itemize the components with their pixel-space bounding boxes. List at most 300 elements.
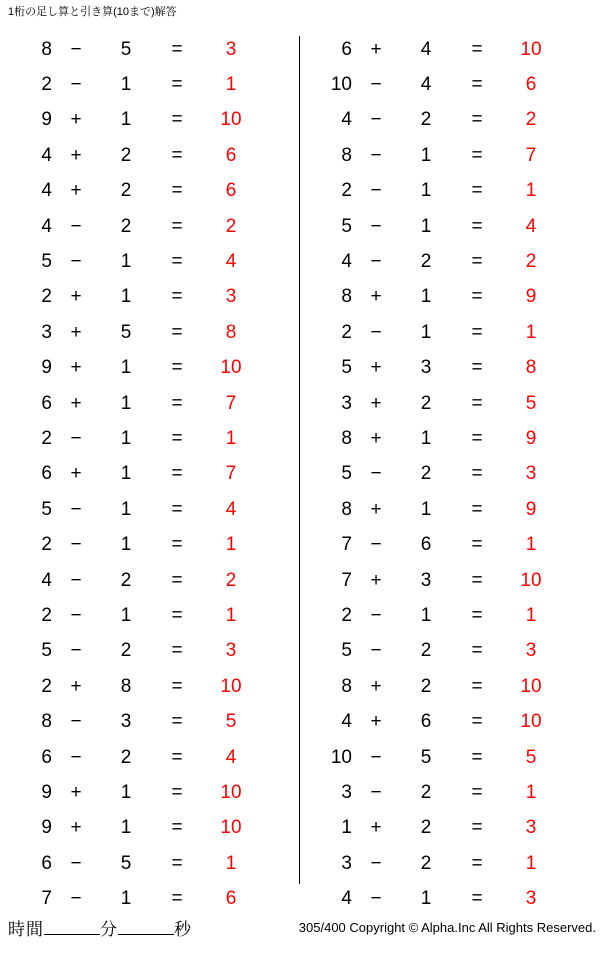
operand-left: 2 [41, 534, 52, 556]
operand-left: 3 [41, 321, 52, 343]
operator: − [370, 781, 382, 803]
operand-left: 4 [41, 569, 52, 591]
operand-left: 7 [341, 534, 352, 556]
answer-value[interactable]: 3 [525, 463, 537, 485]
operator: − [70, 640, 82, 662]
operand-right: 1 [120, 463, 132, 485]
operand-right: 1 [120, 286, 132, 308]
equals-sign: = [471, 215, 483, 237]
equals-sign: = [171, 498, 183, 520]
operand-left: 2 [41, 74, 52, 96]
equals-sign: = [171, 357, 183, 379]
answer-value[interactable]: 6 [525, 74, 537, 96]
answer-value[interactable]: 3 [525, 817, 537, 839]
operator: + [370, 675, 382, 697]
equals-sign: = [471, 498, 483, 520]
operand-right: 1 [120, 604, 132, 626]
equals-sign: = [471, 817, 483, 839]
operator: + [70, 675, 82, 697]
operand-left: 2 [41, 604, 52, 626]
equals-sign: = [171, 534, 183, 556]
operand-right: 1 [120, 817, 132, 839]
operand-right: 1 [120, 109, 132, 131]
operator: − [370, 534, 382, 556]
answer-value[interactable]: 9 [525, 498, 537, 520]
equals-sign: = [171, 321, 183, 343]
operand-right: 5 [420, 746, 432, 768]
time-prefix-label: 時間 [8, 920, 44, 939]
answer-value[interactable]: 10 [520, 38, 542, 60]
operand-left: 9 [41, 109, 52, 131]
operand-left: 8 [341, 144, 352, 166]
problem-row [300, 244, 600, 279]
operator: − [370, 144, 382, 166]
operator: − [70, 74, 82, 96]
answer-value[interactable]: 1 [525, 781, 537, 803]
time-minutes-label: 分 [100, 920, 118, 939]
answer-value[interactable]: 5 [525, 746, 537, 768]
operand-left: 5 [341, 215, 352, 237]
equals-sign: = [171, 286, 183, 308]
equals-sign: = [171, 251, 183, 273]
operand-right: 1 [120, 534, 132, 556]
equals-sign: = [171, 569, 183, 591]
answer-value[interactable]: 3 [225, 38, 237, 60]
operator: − [370, 74, 382, 96]
problem-row [300, 386, 600, 421]
equals-sign: = [171, 427, 183, 449]
operand-right: 2 [120, 144, 132, 166]
problem-row [0, 527, 300, 562]
left-column [0, 32, 300, 917]
problem-row [0, 846, 300, 881]
operand-left: 8 [341, 286, 352, 308]
problem-row [0, 174, 300, 209]
problem-row [0, 457, 300, 492]
operator: + [370, 357, 382, 379]
problem-row [300, 740, 600, 775]
operand-left: 5 [341, 357, 352, 379]
answer-value[interactable]: 3 [225, 640, 237, 662]
equals-sign: = [471, 604, 483, 626]
problem-row [300, 174, 600, 209]
operand-right: 4 [420, 38, 432, 60]
operand-right: 1 [120, 427, 132, 449]
problem-row [300, 598, 600, 633]
operand-left: 5 [41, 640, 52, 662]
answer-value[interactable]: 10 [220, 675, 242, 697]
answer-value[interactable]: 1 [225, 852, 237, 874]
operator: + [370, 427, 382, 449]
answer-value[interactable]: 2 [525, 109, 537, 131]
operand-right: 1 [120, 498, 132, 520]
equals-sign: = [171, 888, 183, 910]
operand-right: 1 [420, 144, 432, 166]
operator: − [70, 251, 82, 273]
operator: + [370, 498, 382, 520]
equals-sign: = [471, 286, 483, 308]
operand-right: 1 [420, 321, 432, 343]
equals-sign: = [471, 427, 483, 449]
operator: − [70, 604, 82, 626]
problem-row [0, 209, 300, 244]
equals-sign: = [171, 38, 183, 60]
operator: − [370, 215, 382, 237]
problem-row [300, 32, 600, 67]
operator: + [70, 357, 82, 379]
operator: + [70, 286, 82, 308]
operand-left: 7 [341, 569, 352, 591]
page-title: 1桁の足し算と引き算(10まで)解答 [8, 6, 177, 18]
operator: + [70, 321, 82, 343]
equals-sign: = [171, 675, 183, 697]
answer-value[interactable]: 1 [525, 180, 537, 202]
equals-sign: = [471, 711, 483, 733]
answer-value[interactable]: 8 [525, 357, 537, 379]
problem-row [0, 598, 300, 633]
equals-sign: = [471, 109, 483, 131]
time-minutes-blank[interactable] [44, 934, 100, 935]
operand-right: 1 [120, 888, 132, 910]
operand-left: 10 [330, 74, 352, 96]
answer-value[interactable]: 2 [225, 215, 237, 237]
page-footer [0, 915, 600, 956]
operand-left: 4 [41, 215, 52, 237]
operand-left: 2 [41, 675, 52, 697]
operand-left: 5 [341, 463, 352, 485]
operator: − [70, 498, 82, 520]
equals-sign: = [471, 357, 483, 379]
problem-row [0, 563, 300, 598]
answer-value[interactable]: 9 [525, 286, 537, 308]
operand-right: 2 [420, 852, 432, 874]
equals-sign: = [471, 463, 483, 485]
problem-row [300, 527, 600, 562]
problem-row [0, 280, 300, 315]
operand-right: 2 [420, 781, 432, 803]
answer-value[interactable]: 9 [525, 427, 537, 449]
operand-right: 5 [120, 38, 132, 60]
operand-right: 1 [420, 498, 432, 520]
equals-sign: = [171, 74, 183, 96]
operator: − [370, 888, 382, 910]
operand-left: 4 [341, 711, 352, 733]
operand-left: 2 [341, 321, 352, 343]
operand-left: 1 [341, 817, 352, 839]
operand-left: 8 [41, 38, 52, 60]
answer-value[interactable]: 3 [225, 286, 237, 308]
problem-row [300, 669, 600, 704]
answer-value[interactable]: 3 [525, 640, 537, 662]
operand-right: 1 [420, 888, 432, 910]
answer-value[interactable]: 1 [525, 852, 537, 874]
operand-right: 8 [120, 675, 132, 697]
operand-right: 2 [420, 251, 432, 273]
operator: − [70, 746, 82, 768]
operand-left: 2 [41, 286, 52, 308]
operand-right: 1 [420, 604, 432, 626]
operator: − [70, 427, 82, 449]
operator: + [70, 109, 82, 131]
operand-left: 8 [341, 498, 352, 520]
equals-sign: = [171, 604, 183, 626]
problem-row [0, 811, 300, 846]
problem-row [300, 881, 600, 916]
time-seconds-blank[interactable] [118, 934, 174, 935]
operand-right: 5 [120, 321, 132, 343]
problem-row [300, 421, 600, 456]
operand-left: 10 [330, 746, 352, 768]
operand-right: 2 [420, 675, 432, 697]
answer-value[interactable]: 6 [225, 144, 237, 166]
problem-row [0, 315, 300, 350]
equals-sign: = [171, 463, 183, 485]
operand-left: 5 [341, 640, 352, 662]
equals-sign: = [471, 888, 483, 910]
problem-row [300, 634, 600, 669]
answer-value[interactable]: 6 [225, 888, 237, 910]
operand-right: 6 [420, 534, 432, 556]
operand-left: 8 [341, 427, 352, 449]
problem-row [300, 775, 600, 810]
operand-left: 7 [41, 888, 52, 910]
equals-sign: = [471, 675, 483, 697]
operand-right: 2 [120, 640, 132, 662]
operator: − [70, 534, 82, 556]
operator: − [370, 463, 382, 485]
problem-row [300, 351, 600, 386]
answer-value[interactable]: 1 [225, 534, 237, 556]
answer-value[interactable]: 1 [225, 604, 237, 626]
answer-value[interactable]: 5 [225, 711, 237, 733]
operand-right: 2 [420, 392, 432, 414]
operand-left: 4 [341, 251, 352, 273]
answer-value[interactable]: 1 [225, 427, 237, 449]
operand-left: 6 [41, 392, 52, 414]
answer-value[interactable]: 7 [525, 144, 537, 166]
operator: − [370, 640, 382, 662]
operand-right: 4 [420, 74, 432, 96]
time-seconds-label: 秒 [174, 920, 192, 939]
answer-value[interactable]: 4 [225, 746, 237, 768]
answer-value[interactable]: 2 [225, 569, 237, 591]
operator: − [370, 109, 382, 131]
problem-row [300, 103, 600, 138]
operand-left: 6 [41, 852, 52, 874]
equals-sign: = [171, 144, 183, 166]
operand-left: 5 [41, 251, 52, 273]
operator: + [370, 711, 382, 733]
operand-right: 1 [420, 180, 432, 202]
answer-value[interactable]: 1 [225, 74, 237, 96]
equals-sign: = [471, 251, 483, 273]
answer-value[interactable]: 10 [220, 781, 242, 803]
answer-value[interactable]: 6 [225, 180, 237, 202]
operand-left: 4 [341, 888, 352, 910]
problem-row [300, 563, 600, 598]
operand-right: 1 [120, 357, 132, 379]
operand-right: 1 [420, 286, 432, 308]
problem-row [300, 811, 600, 846]
operator: + [370, 392, 382, 414]
operand-left: 9 [41, 357, 52, 379]
problem-row [0, 386, 300, 421]
operator: − [70, 888, 82, 910]
answer-value[interactable]: 10 [520, 569, 542, 591]
operator: + [70, 781, 82, 803]
operand-left: 9 [41, 781, 52, 803]
operator: − [70, 38, 82, 60]
problem-row [0, 138, 300, 173]
operand-right: 1 [120, 392, 132, 414]
equals-sign: = [471, 781, 483, 803]
problem-row [0, 103, 300, 138]
problem-row [300, 280, 600, 315]
operand-left: 4 [41, 144, 52, 166]
operand-left: 5 [41, 498, 52, 520]
equals-sign: = [471, 392, 483, 414]
equals-sign: = [171, 746, 183, 768]
operand-left: 2 [41, 427, 52, 449]
answer-value[interactable]: 4 [225, 251, 237, 273]
problem-row [300, 492, 600, 527]
answer-value[interactable]: 4 [525, 215, 537, 237]
operator: + [370, 569, 382, 591]
answer-value[interactable]: 3 [525, 888, 537, 910]
operand-right: 1 [120, 781, 132, 803]
operand-left: 3 [341, 392, 352, 414]
operator: − [370, 852, 382, 874]
operator: − [70, 852, 82, 874]
equals-sign: = [471, 569, 483, 591]
problem-row [0, 704, 300, 739]
operand-left: 8 [41, 711, 52, 733]
operator: + [370, 286, 382, 308]
operator: + [70, 817, 82, 839]
answer-value[interactable]: 5 [525, 392, 537, 414]
problem-row [0, 669, 300, 704]
operator: − [70, 711, 82, 733]
problem-row [0, 67, 300, 102]
operand-right: 2 [420, 109, 432, 131]
problem-row [0, 421, 300, 456]
answer-value[interactable]: 4 [225, 498, 237, 520]
equals-sign: = [171, 215, 183, 237]
equals-sign: = [171, 817, 183, 839]
operand-right: 2 [420, 463, 432, 485]
operand-right: 1 [120, 251, 132, 273]
operand-right: 1 [420, 215, 432, 237]
answer-value[interactable]: 7 [225, 463, 237, 485]
operand-left: 3 [341, 781, 352, 803]
equals-sign: = [471, 534, 483, 556]
equals-sign: = [471, 38, 483, 60]
operand-left: 3 [341, 852, 352, 874]
operand-left: 2 [341, 180, 352, 202]
answer-value[interactable]: 7 [225, 392, 237, 414]
operand-right: 2 [120, 746, 132, 768]
operand-left: 4 [341, 109, 352, 131]
equals-sign: = [171, 180, 183, 202]
problem-row [300, 846, 600, 881]
problem-row [0, 244, 300, 279]
answer-value[interactable]: 10 [220, 109, 242, 131]
operator: + [70, 180, 82, 202]
operand-right: 5 [120, 852, 132, 874]
problem-row [300, 315, 600, 350]
problem-row [0, 775, 300, 810]
operator: + [70, 463, 82, 485]
equals-sign: = [171, 711, 183, 733]
answer-value[interactable]: 1 [525, 321, 537, 343]
answer-value[interactable]: 10 [220, 817, 242, 839]
operand-right: 3 [120, 711, 132, 733]
problem-row [300, 138, 600, 173]
problem-row [0, 881, 300, 916]
equals-sign: = [471, 746, 483, 768]
answer-value[interactable]: 10 [520, 675, 542, 697]
operand-right: 2 [120, 215, 132, 237]
operand-right: 1 [420, 427, 432, 449]
answer-value[interactable]: 10 [220, 357, 242, 379]
operator: − [370, 180, 382, 202]
operand-right: 2 [420, 817, 432, 839]
problem-columns [0, 32, 600, 917]
problem-row [0, 634, 300, 669]
problem-row [0, 351, 300, 386]
operand-left: 4 [41, 180, 52, 202]
operand-right: 2 [120, 569, 132, 591]
equals-sign: = [471, 74, 483, 96]
operator: + [370, 817, 382, 839]
problem-row [0, 32, 300, 67]
answer-value[interactable]: 8 [225, 321, 237, 343]
operator: − [70, 215, 82, 237]
operand-left: 2 [341, 604, 352, 626]
operator: + [370, 38, 382, 60]
equals-sign: = [171, 781, 183, 803]
right-column [300, 32, 600, 917]
copyright-text: 305/400 Copyright © Alpha.Inc All Rights Reserved. [298, 920, 596, 935]
operator: − [370, 604, 382, 626]
time-entry [8, 915, 192, 940]
operand-right: 3 [420, 357, 432, 379]
answer-value[interactable]: 1 [525, 604, 537, 626]
operand-right: 6 [420, 711, 432, 733]
operand-right: 3 [420, 569, 432, 591]
operand-right: 2 [120, 180, 132, 202]
operator: − [370, 321, 382, 343]
equals-sign: = [471, 180, 483, 202]
operand-right: 2 [420, 640, 432, 662]
equals-sign: = [171, 852, 183, 874]
answer-value[interactable]: 2 [525, 251, 537, 273]
operand-right: 1 [120, 74, 132, 96]
answer-value[interactable]: 10 [520, 711, 542, 733]
operand-left: 9 [41, 817, 52, 839]
equals-sign: = [471, 640, 483, 662]
problem-row [0, 492, 300, 527]
operand-left: 6 [41, 463, 52, 485]
equals-sign: = [171, 640, 183, 662]
equals-sign: = [471, 144, 483, 166]
problem-row [0, 740, 300, 775]
problem-row [300, 209, 600, 244]
operand-left: 6 [341, 38, 352, 60]
equals-sign: = [471, 321, 483, 343]
answer-value[interactable]: 1 [525, 534, 537, 556]
equals-sign: = [171, 392, 183, 414]
